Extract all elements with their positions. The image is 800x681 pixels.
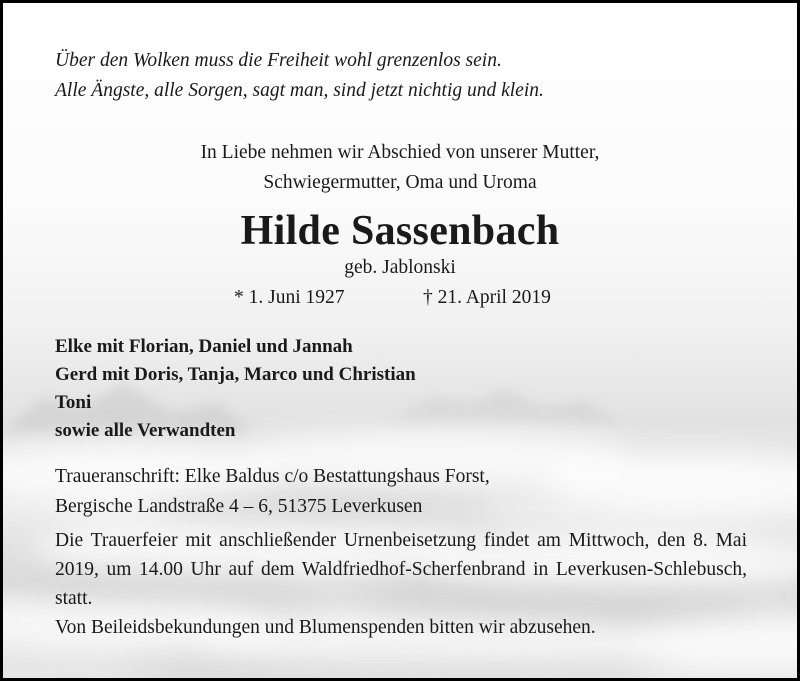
intro-line-2: Schwiegermutter, Oma und Uroma (263, 172, 537, 193)
funeral-notice (55, 526, 747, 642)
maiden-name: geb. Jablonski (344, 257, 456, 278)
mountain-silhouette-right (383, 388, 623, 423)
mourner-line: Gerd mit Doris, Tanja, Marco und Christian (55, 364, 416, 385)
mourner-line: Toni (55, 392, 92, 413)
poem-line-1: Über den Wolken muss die Freiheit wohl grenzenlos sein. (55, 50, 502, 71)
mourner-line: sowie alle Verwandten (55, 420, 236, 441)
mourner-line: Elke mit Florian, Daniel und Jannah (55, 336, 353, 357)
death-date: † 21. April 2019 (423, 287, 551, 308)
intro-line-1: In Liebe nehmen wir Abschied von unserer Mutter, (200, 142, 600, 163)
address-line-2: Bergische Landstraße 4 – 6, 51375 Leverkusen (55, 496, 423, 517)
poem-verse (55, 46, 544, 106)
condolence-request: Von Beileidsbekundungen und Blumenspenden bitten wir abzusehen. (55, 617, 596, 638)
poem-line-2: Alle Ängste, alle Sorgen, sagt man, sind jetzt nichtig und klein. (55, 80, 544, 101)
ceremony-details: Die Trauerfeier mit anschließender Urnenbeisetzung findet am Mittwoch, den 8. Mai 2019, um 14.00 Uhr auf dem Waldfriedhof-Scherfenbrand in Leverkusen-Schlebusch, statt. (55, 530, 747, 609)
farewell-intro (3, 138, 797, 198)
address-line-1: Traueranschrift: Elke Baldus c/o Bestattungshaus Forst, (55, 466, 490, 487)
mourners-list (55, 333, 416, 445)
mourning-address (55, 462, 490, 522)
birth-date: * 1. Juni 1927 (234, 287, 345, 308)
deceased-name: Hilde Sassenbach (240, 208, 560, 254)
